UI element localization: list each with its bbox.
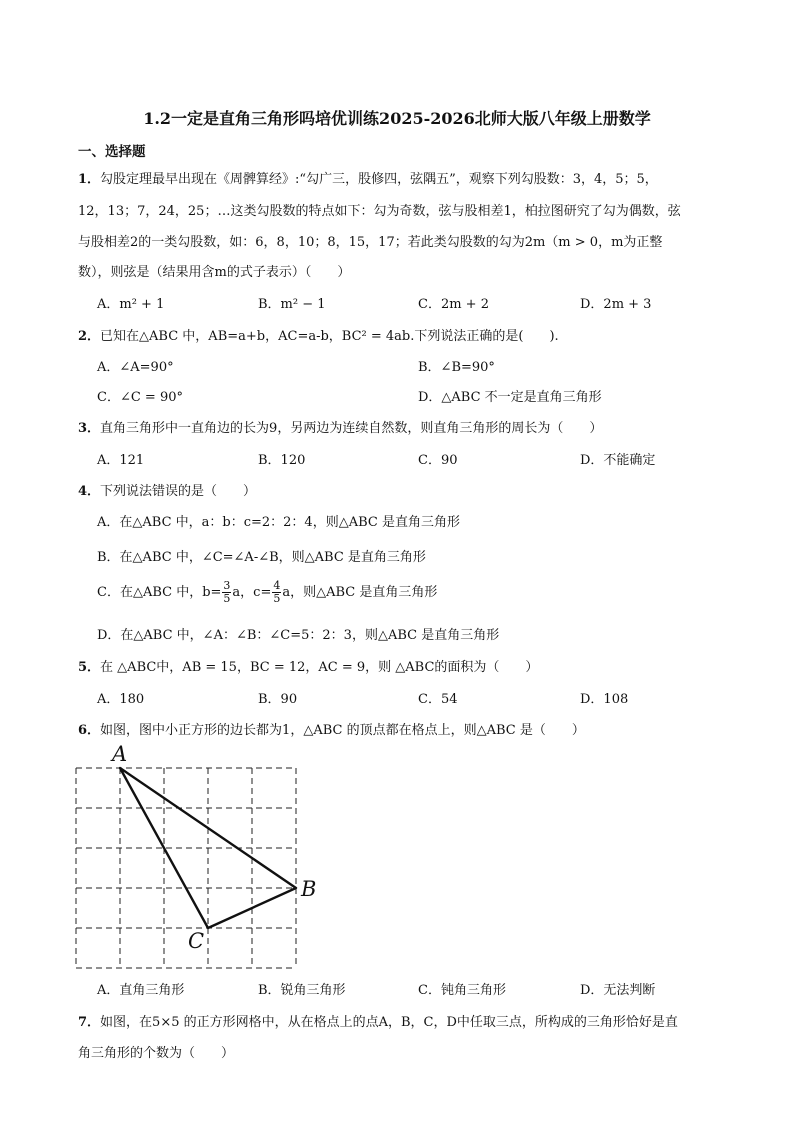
question-2-text: 已知在△ABC 中，AB=a+b，AC=a-b，BC² = 4ab.下列说法正确的是( ).: [100, 329, 559, 344]
question-6-number: 6．: [78, 723, 101, 738]
question-4-option-b: B．在△ABC 中，∠C=∠A-∠B，则△ABC 是直角三角形: [97, 550, 426, 565]
question-1-number: 1．: [78, 172, 101, 187]
fraction-numerator: 4: [273, 579, 281, 592]
question-3-text: 直角三角形中一直角边的长为9，另两边为连续自然数，则直角三角形的周长为（ ）: [100, 421, 603, 436]
question-2-option-b: B．∠B=90°: [418, 360, 495, 375]
question-1-text-1: 勾股定理最早出现在《周髀算经》:“勾广三，股修四，弦隅五”，观察下列勾股数：3，4，5；5，: [100, 172, 658, 187]
question-3-number: 3．: [78, 421, 101, 436]
question-7-line-1: [78, 1011, 678, 1030]
grid-triangle-figure: [70, 738, 330, 974]
question-1-option-a: A．m² + 1: [97, 297, 165, 312]
question-1-line-2: 12，13；7，24，25；…这类勾股数的特点如下：勾为奇数，弦与股相差1，柏拉图研究了勾为偶数，弦: [78, 204, 681, 219]
option-c-suffix: a，则△ABC 是直角三角形: [282, 585, 438, 600]
question-2-option-a: A．∠A=90°: [97, 360, 174, 375]
question-1-line-1: [78, 168, 658, 187]
fraction-four-fifths: [272, 580, 281, 605]
option-c-prefix: C．在△ABC 中，b=: [97, 585, 222, 600]
option-c-middle: a，c=: [232, 585, 272, 600]
question-5-line: [78, 656, 538, 675]
vertex-label-b: B: [301, 877, 317, 901]
question-3-option-d: D．不能确定: [580, 453, 656, 468]
question-5-option-b: B．90: [258, 692, 298, 707]
question-3-option-c: C．90: [418, 453, 458, 468]
question-6-option-d: D．无法判断: [580, 983, 656, 998]
page-title: 1.2一定是直角三角形吗培优训练2025-2026北师大版八年级上册数学: [143, 109, 651, 128]
question-4-number: 4．: [78, 484, 101, 499]
question-5-option-c: C．54: [418, 692, 458, 707]
question-4-text: 下列说法错误的是（ ）: [100, 484, 257, 499]
question-5-text: 在 △ABC中，AB = 15，BC = 12，AC = 9，则 △ABC的面积为（ ）: [100, 660, 539, 675]
question-6-text: 如图，图中小正方形的边长都为1，△ABC 的顶点都在格点上，则△ABC 是（ ）: [100, 723, 585, 738]
question-5-option-a: A．180: [97, 692, 145, 707]
question-6-option-b: B．锐角三角形: [258, 983, 346, 998]
question-1-option-d: D．2m + 3: [580, 297, 652, 312]
fraction-denominator: 5: [273, 592, 281, 605]
question-2-option-c: C．∠C = 90°: [97, 390, 183, 405]
fraction-three-fifths: [222, 580, 231, 605]
question-7-number: 7．: [78, 1015, 101, 1030]
question-6-option-a: A．直角三角形: [97, 983, 185, 998]
question-5-number: 5．: [78, 660, 101, 675]
question-4-option-d: D．在△ABC 中，∠A：∠B：∠C=5：2：3，则△ABC 是直角三角形: [97, 628, 500, 643]
fraction-denominator: 5: [223, 592, 231, 605]
question-3-line: [78, 417, 602, 436]
question-4-line: [78, 480, 256, 499]
question-2-line: [78, 325, 559, 344]
question-6-option-c: C．钝角三角形: [418, 983, 506, 998]
question-1-line-3: 与股相差2的一类勾股数，如：6，8，10；8，15，17；若此类勾股数的勾为2m（m > 0，m为正整: [78, 235, 663, 250]
dashed-grid: [76, 768, 296, 968]
question-1-line-4: 数），则弦是（结果用含m的式子表示）（ ）: [78, 265, 351, 280]
question-5-option-d: D．108: [580, 692, 629, 707]
question-1-option-b: B．m² − 1: [258, 297, 326, 312]
question-3-option-b: B．120: [258, 453, 306, 468]
vertex-label-c: C: [188, 929, 205, 953]
question-7-line-2: 角三角形的个数为（ ）: [78, 1046, 235, 1061]
question-4-option-c: [97, 580, 437, 605]
question-2-option-d: D．△ABC 不一定是直角三角形: [418, 390, 602, 405]
vertex-label-a: A: [112, 742, 128, 766]
section-heading: 一、选择题: [78, 144, 146, 160]
question-6-line: [78, 719, 585, 738]
fraction-numerator: 3: [223, 579, 231, 592]
question-4-option-a: A．在△ABC 中，a：b：c=2：2：4，则△ABC 是直角三角形: [97, 515, 460, 530]
question-2-number: 2．: [78, 329, 101, 344]
question-3-option-a: A．121: [97, 453, 145, 468]
question-7-text-1: 如图，在5×5 的正方形网格中，从在格点上的点A，B，C，D中任取三点，所构成的三角形恰好是直: [100, 1015, 678, 1030]
question-1-option-c: C．2m + 2: [418, 297, 489, 312]
